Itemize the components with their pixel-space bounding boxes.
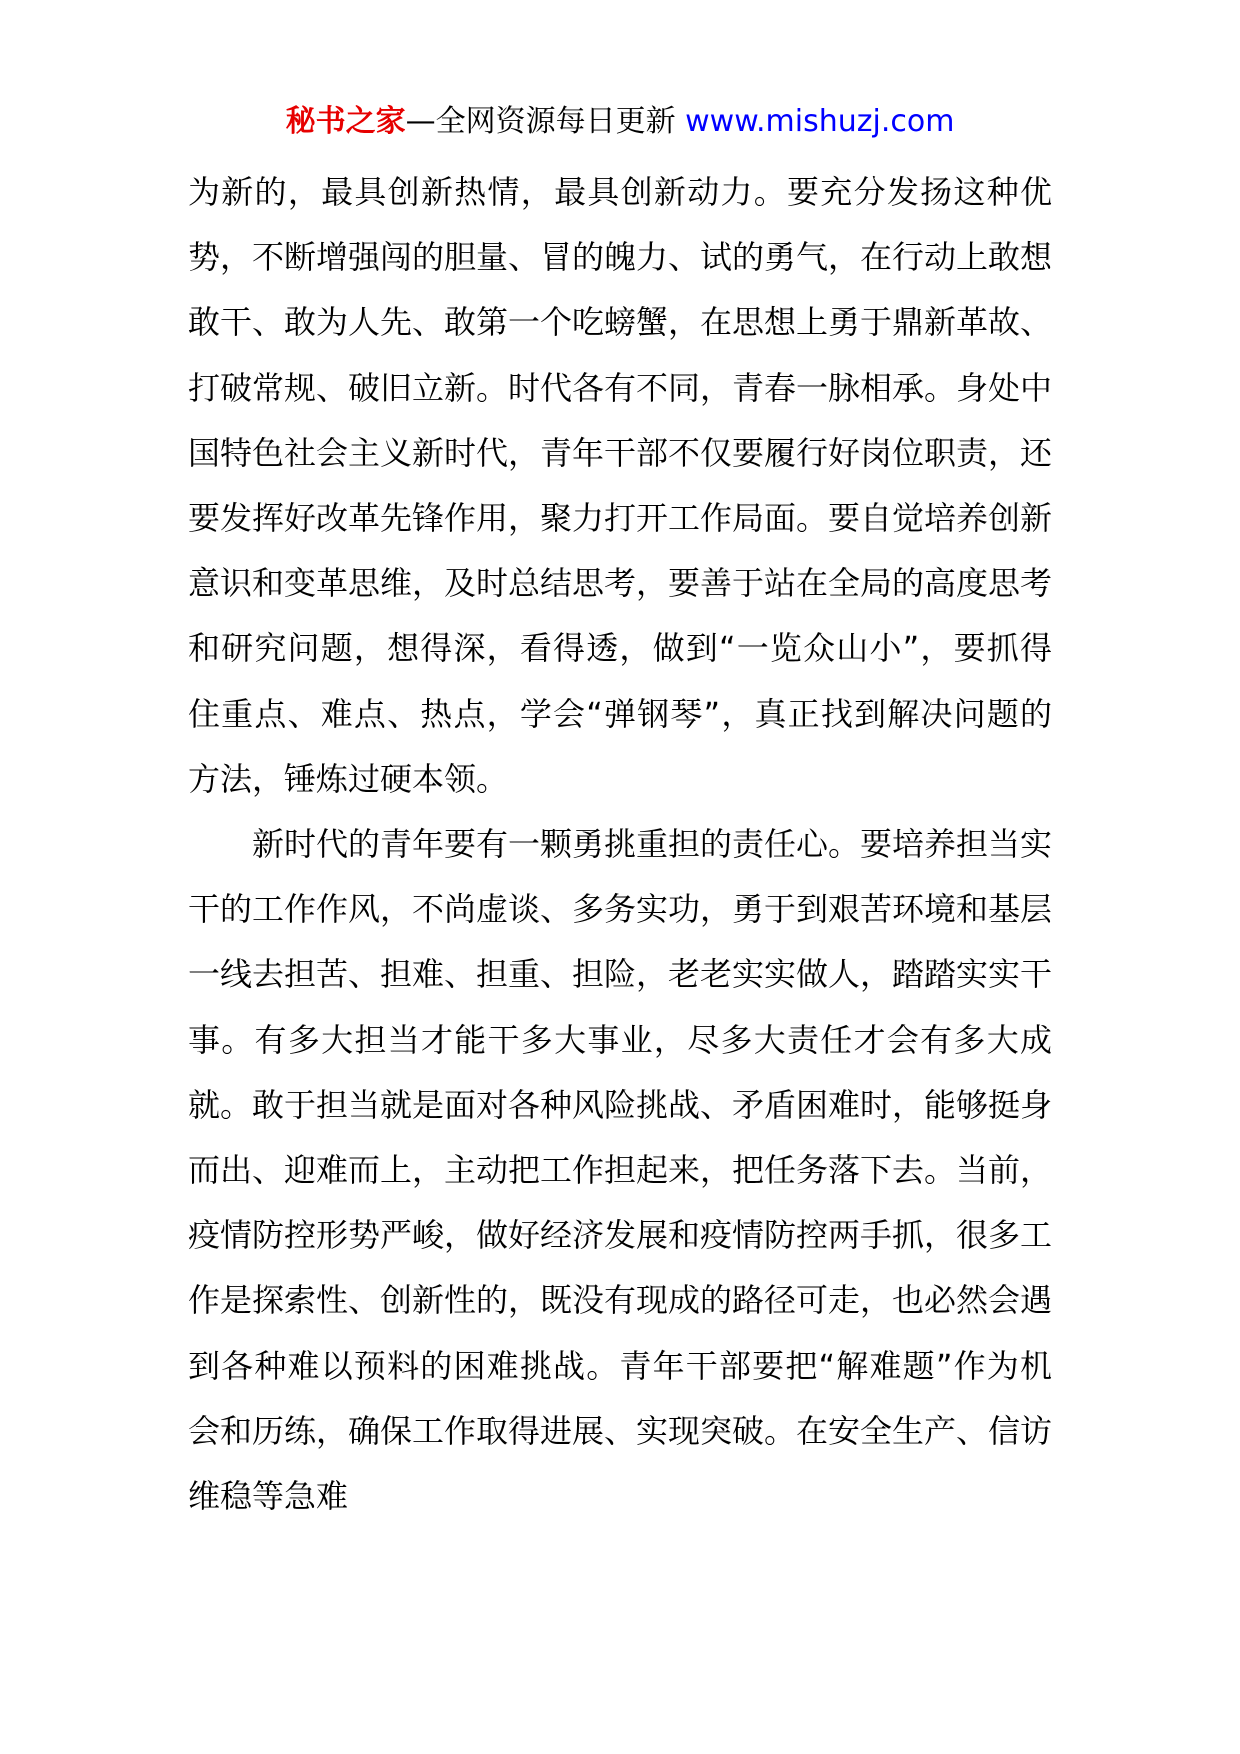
site-brand: 秘书之家 xyxy=(285,104,406,139)
site-tagline: —全网资源每日更新 xyxy=(405,104,686,139)
site-url[interactable]: www.mishuzj.com xyxy=(685,104,955,139)
page-header xyxy=(0,100,1240,144)
document-body xyxy=(188,160,1052,1529)
paragraph-responsibility: 新时代的青年要有一颗勇挑重担的责任心。要培养担当实干的工作作风，不尚虚谈、多务实功，勇于到艰苦环境和基层一线去担苦、担难、担重、担险，老老实实做人，踏踏实实干事。有多大担当才能干多大事业，尽多大责任才会有多大成就。敢于担当就是面对各种风险挑战、矛盾困难时，能够挺身而出、迎难而上，主动把工作担起来，把任务落下去。当前，疫情防控形势严峻，做好经济发展和疫情防控两手抓，很多工作是探索性、创新性的，既没有现成的路径可走，也必然会遇到各种难以预料的困难挑战。青年干部要把“解难题”作为机会和历练，确保工作取得进展、实现突破。在安全生产、信访维稳等急难 xyxy=(188,825,1053,1516)
paragraph-continued: 为新的，最具创新热情，最具创新动力。要充分发扬这种优势，不断增强闯的胆量、冒的魄力、试的勇气，在行动上敢想敢干、敢为人先、敢第一个吃螃蟹，在思想上勇于鼎新革故、打破常规、破旧立新。时代各有不同，青春一脉相承。身处中国特色社会主义新时代，青年干部不仅要履行好岗位职责，还要发挥好改革先锋作用，聚力打开工作局面。要自觉培养创新意识和变革思维，及时总结思考，要善于站在全局的高度思考和研究问题，想得深，看得透，做到“一览众山小”，要抓得住重点、难点、热点，学会“弹钢琴”，真正找到解决问题的方法，锤炼过硬本领。 xyxy=(188,173,1053,798)
